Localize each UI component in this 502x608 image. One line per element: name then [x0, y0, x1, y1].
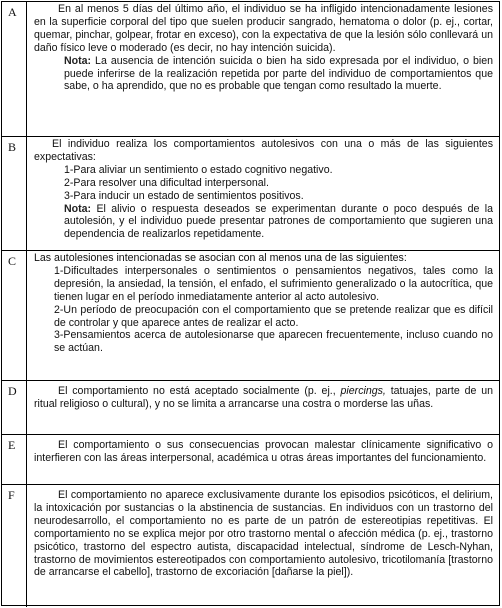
- note-label: Nota:: [64, 202, 92, 215]
- criterion-row-c: [2, 251, 499, 381]
- criterion-letter: C: [2, 251, 27, 380]
- list-item: 1-Para aliviar un sentimiento o estado cognitivo negativo.: [64, 163, 333, 176]
- note-label: Nota:: [64, 54, 92, 67]
- list-item: 3-Para inducir un estado de sentimientos positivos.: [64, 189, 304, 202]
- list-item: 2-Un período de preocupación con el comportamiento que se pretende realizar que es difícil de controlar y que aparece antes de realizar el acto.: [54, 303, 493, 329]
- criterion-text-after: tatuajes, parte de un ritual religioso o cultural), y no se limita a arrancarse una costra o morderse las uñas.: [34, 385, 493, 410]
- criterion-row-d: [2, 381, 499, 435]
- list-item: 1-Dificultades interpersonales o sentimientos o pensamientos negativos, tales como la depresión, la ansiedad, la tensión, el enfado, el sufrimiento generalizado o la autocrítica, que tienen lugar en el período inmediatamente anterior al acto autolesivo.: [54, 264, 493, 303]
- expectation-list: [34, 164, 493, 203]
- criterion-letter: E: [2, 435, 27, 484]
- criterion-content: [28, 485, 499, 607]
- note-text: La ausencia de intención suicida o bien ha sido expresada por el individuo, o bien puede inferirse de la realización repetida por parte del individuo de comportamientos que sabe, o ha aprendido, que no es probable que tengan como resultado la muerte.: [64, 54, 493, 93]
- criterion-content: [28, 251, 499, 380]
- criterion-note: [34, 55, 493, 94]
- criterion-text: El individuo realiza los comportamientos autolesivos con una o más de las siguientes expectativas:: [34, 138, 493, 163]
- criterion-content: [28, 2, 499, 136]
- criterion-row-f: [2, 485, 499, 607]
- note-text: El alivio o respuesta deseados se experimentan durante o poco después de la autolesión, y el individuo puede presentar patrones de comportamiento que sugieren una dependencia de realizarlos repetidamente.: [64, 202, 493, 241]
- criterion-text-before: El comportamiento no está aceptado socialmente (p. ej.,: [58, 385, 341, 397]
- list-item: 3-Pensamientos acerca de autolesionarse que aparecen frecuentemente, incluso cuando no se actúan.: [54, 329, 493, 355]
- criterion-row-a: [2, 2, 499, 137]
- criterion-text-emphasis: piercings,: [340, 385, 386, 397]
- criterion-text: [34, 385, 493, 411]
- criterion-text: El comportamiento no aparece exclusivamente durante los episodios psicóticos, el delirium, la intoxicación por sustancias o la abstinencia de sustancias. En individuos con un trastorno del neurodesarrollo, el comportamiento no es parte de un patrón de estereotipias repetitivas. El comportamiento no se explica mejor por otro trastorno mental o afección médica (p. ej., trastorno psicótico, trastorno del espectro autista, discapacidad intelectual, síndrome de Lesch-Nyhan, trastorno de movimientos estereotipados con comportamiento autolesivo, tricotilomanía [trastorno de arrancarse el cabello], trastorno de excoriación [dañarse la piel]).: [34, 489, 493, 579]
- list-item: 2-Para resolver una dificultad interpersonal.: [64, 176, 269, 189]
- criterion-row-e: [2, 435, 499, 485]
- criterion-text: En al menos 5 días del último año, el individuo se ha infligido intencionadamente lesiones en la superficie corporal del tipo que suelen producir sangrado, hematoma o dolor (p. ej., cortar, quemar, pinchar, golpear, frotar en exceso), con la expectativa de que la lesión sólo conllevará un daño físico leve o moderado (es decir, no hay intención suicida).: [34, 3, 493, 54]
- criterion-letter: A: [2, 2, 27, 136]
- criterion-content: [28, 435, 499, 484]
- criterion-row-b: [2, 137, 499, 251]
- criterion-text: Las autolesiones intencionadas se asocian con al menos una de las siguientes:: [34, 252, 407, 264]
- criterion-letter: D: [2, 381, 27, 434]
- criterion-letter: B: [2, 137, 27, 250]
- association-list: [34, 265, 493, 355]
- criteria-table: [1, 1, 500, 606]
- criterion-content: [28, 137, 499, 250]
- criterion-letter: F: [2, 485, 27, 607]
- criterion-note: [34, 203, 493, 242]
- criterion-text: El comportamiento o sus consecuencias provocan malestar clínicamente significativo o interfieren con las áreas interpersonal, académica u otras áreas importantes del funcionamiento.: [34, 439, 493, 464]
- criterion-content: [28, 381, 499, 434]
